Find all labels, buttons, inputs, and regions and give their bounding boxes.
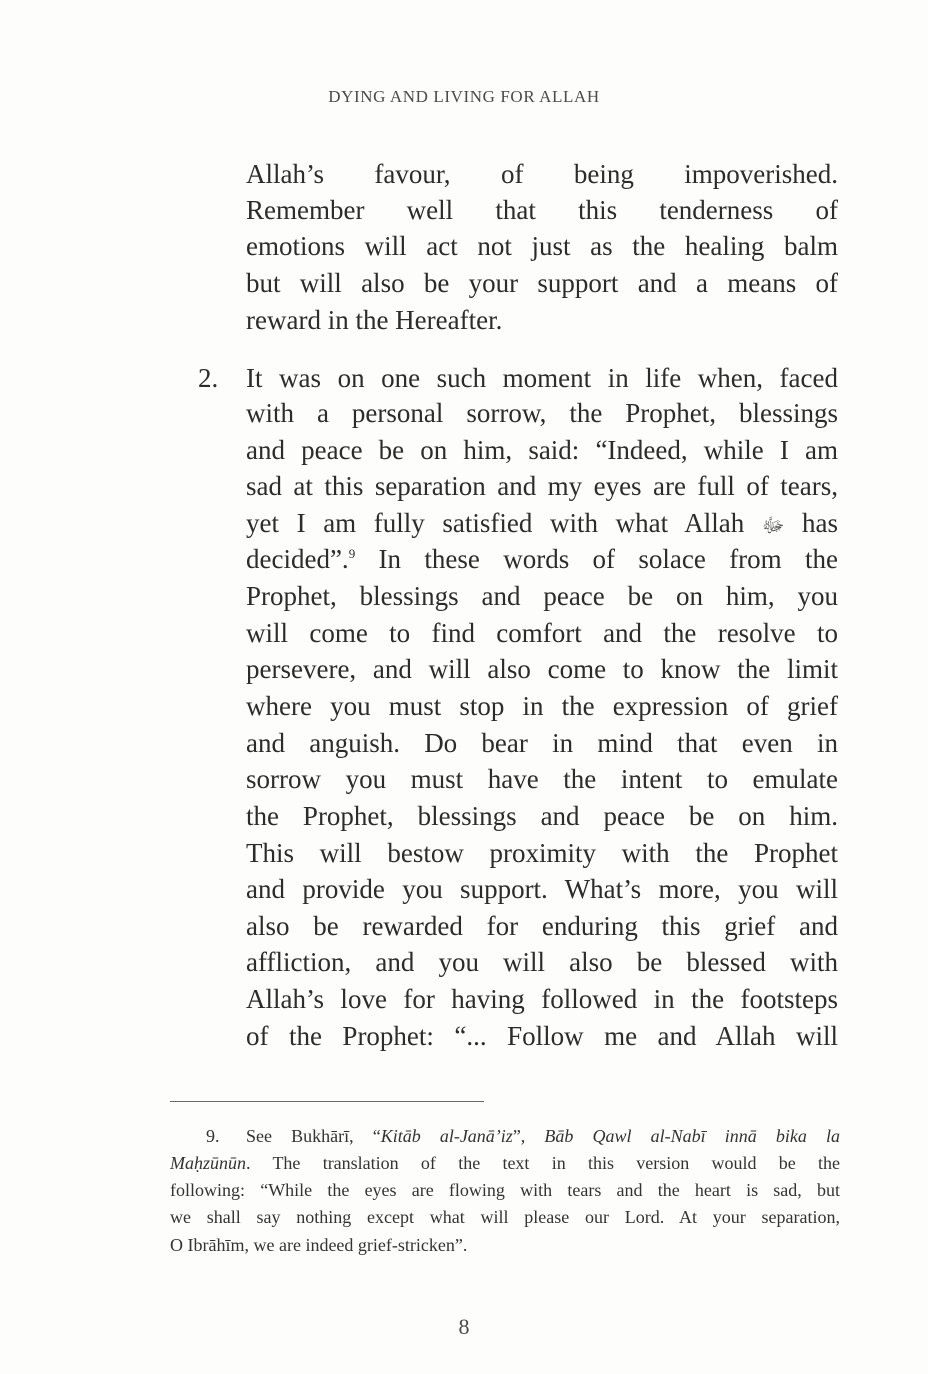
body-line: but will also be your support and a means of xyxy=(246,268,838,298)
line-text: decided”. xyxy=(246,544,349,574)
body-line: where you must stop in the expression of grief xyxy=(246,691,838,721)
body-line: of the Prophet: “... Follow me and Allah will xyxy=(246,1021,838,1051)
footnote-number: 9. xyxy=(206,1126,220,1146)
footnote-chapter-title: Bāb Qawl al-Nabī innā bika la xyxy=(544,1126,840,1146)
line-text-tail: In these words of solace from the xyxy=(378,544,839,574)
body-line: Prophet, blessings and peace be on him, you xyxy=(246,581,838,611)
body-line-with-honorific xyxy=(246,505,838,541)
running-head: DYING AND LIVING FOR ALLAH xyxy=(328,87,600,106)
honorific-glyph-icon: ﷻ xyxy=(761,515,785,537)
body-line: This will bestow proximity with the Prophet xyxy=(246,838,838,868)
footnote-reference[interactable]: 9 xyxy=(348,546,356,561)
footnote-line: following: “While the eyes are flowing with tears and the heart is sad, but xyxy=(170,1180,840,1200)
body-line: also be rewarded for enduring this grief and xyxy=(246,911,838,941)
footnote-text: See Bukhārī, “ xyxy=(246,1126,381,1146)
body-line: and anguish. Do bear in mind that even in xyxy=(246,728,838,758)
body-line: sorrow you must have the intent to emulate xyxy=(246,764,838,794)
body-line: the Prophet, blessings and peace be on him. xyxy=(246,801,838,831)
body-line: and provide you support. What’s more, you will xyxy=(246,874,838,904)
body-line: emotions will act not just as the healing balm xyxy=(246,231,838,261)
body-line: reward in the Hereafter. xyxy=(246,305,503,335)
body-line: affliction, and you will also be blessed with xyxy=(246,947,838,977)
footnote-line: we shall say nothing except what will please our Lord. At your separation, xyxy=(170,1207,840,1227)
body-line: sad at this separation and my eyes are full of tears, xyxy=(246,471,838,501)
footnote-text: ”, xyxy=(512,1126,545,1146)
list-item-number: 2. xyxy=(198,363,219,393)
body-line: will come to find comfort and the resolve to xyxy=(246,618,838,648)
line-text-tail: has xyxy=(802,508,839,538)
body-line: Remember well that this tenderness of xyxy=(246,195,838,225)
footnote-chapter-title-cont: Maḥzūnūn xyxy=(170,1153,246,1173)
line-text: yet I am fully satisfied with what Allah xyxy=(246,508,745,538)
body-line: Allah’s favour, of being impoverished. xyxy=(246,159,838,189)
body-line: and peace be on him, said: “Indeed, while I am xyxy=(246,435,838,465)
page-number: 8 xyxy=(458,1314,470,1339)
body-line: persevere, and will also come to know the limit xyxy=(246,654,838,684)
body-line-with-footnote-ref xyxy=(246,541,838,577)
footnote-line: O Ibrāhīm, we are indeed grief-stricken”. xyxy=(170,1235,468,1255)
body-line: with a personal sorrow, the Prophet, blessings xyxy=(246,398,838,428)
footnote-book-title: Kitāb al-Janā’iz xyxy=(380,1126,513,1146)
footnote-line xyxy=(170,1149,840,1177)
body-line: Allah’s love for having followed in the footsteps xyxy=(246,984,838,1014)
body-line: It was on one such moment in life when, faced xyxy=(246,363,838,393)
footnote-divider xyxy=(170,1101,484,1102)
footnote-text: . The translation of the text in this version would be the xyxy=(246,1153,840,1173)
footnote-line xyxy=(246,1122,840,1150)
